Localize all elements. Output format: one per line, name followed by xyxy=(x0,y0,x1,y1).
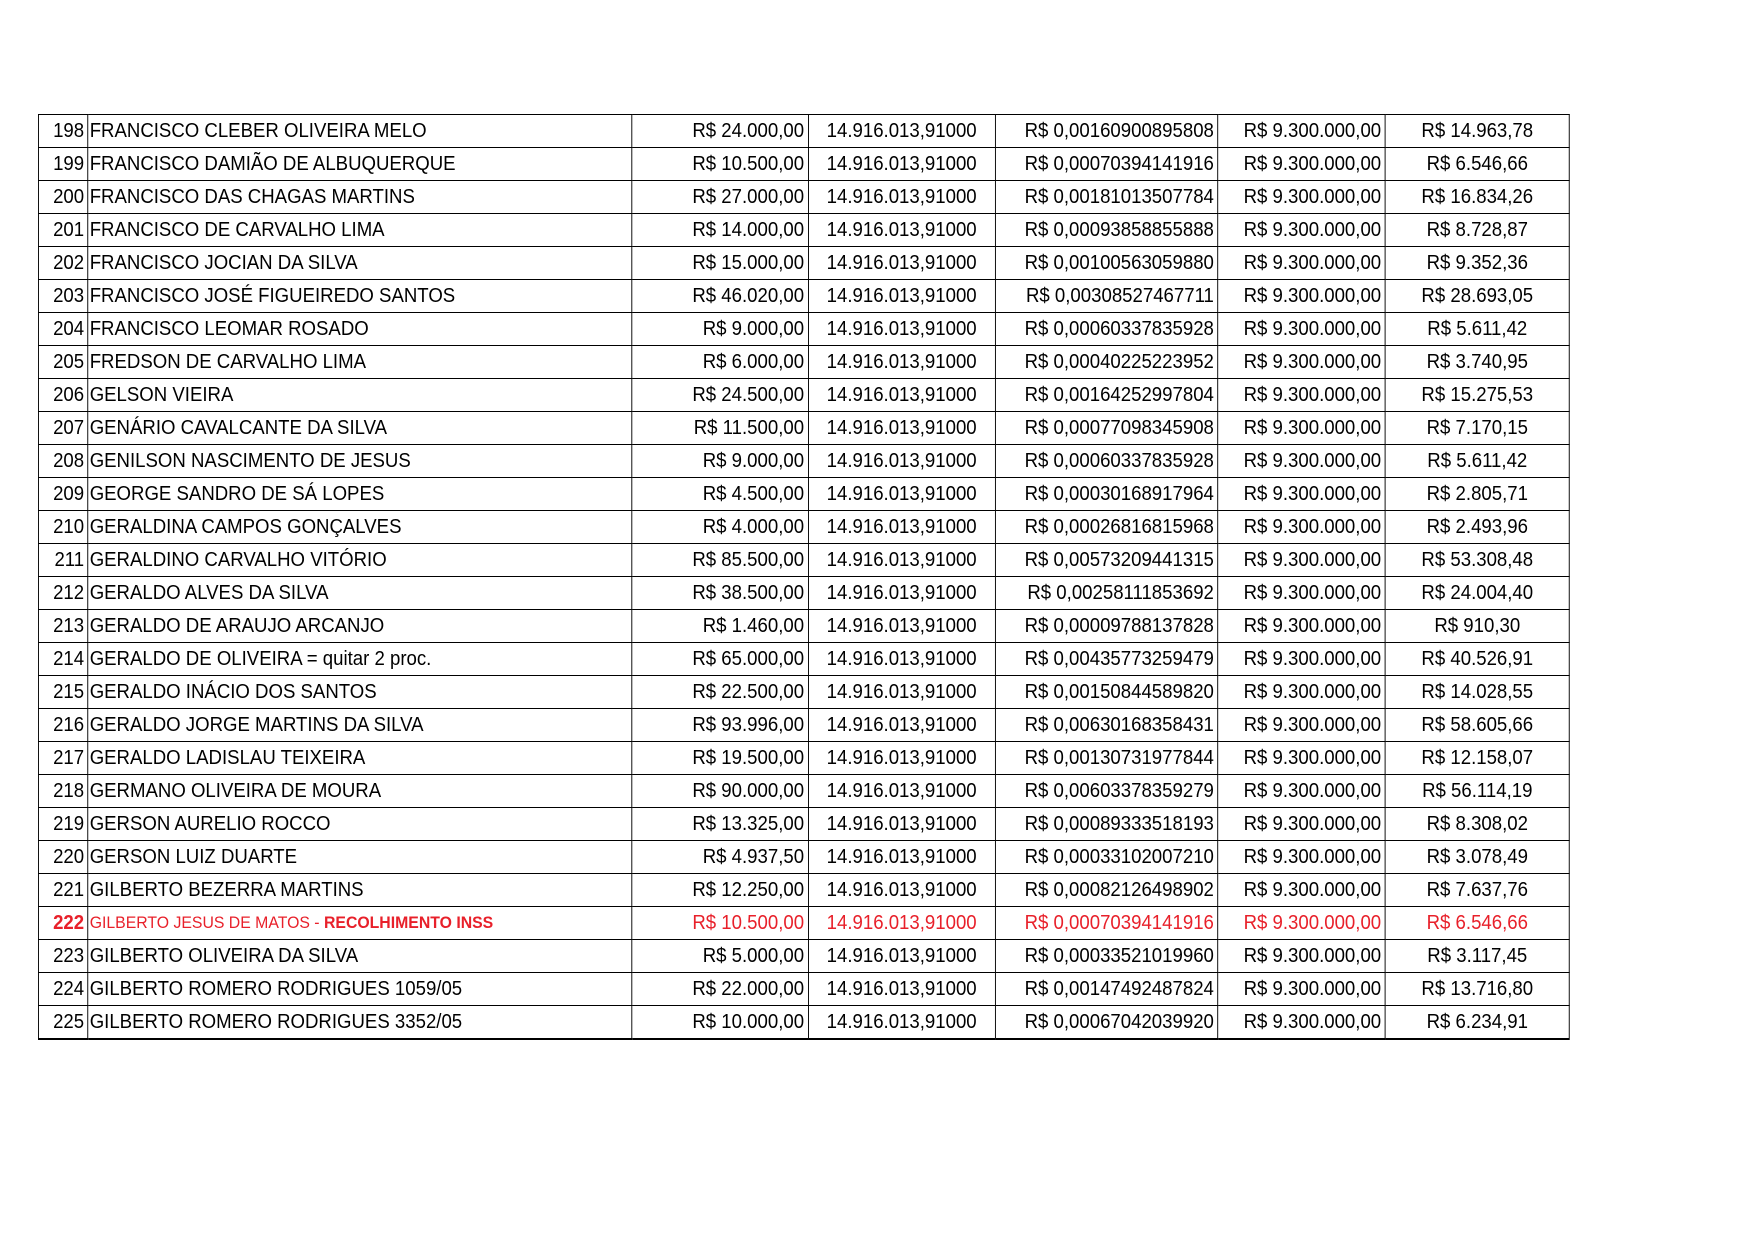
available-total: R$ 9.300.000,00 xyxy=(1218,214,1385,247)
row-number: 209 xyxy=(38,478,87,511)
share-amount: R$ 58.605,66 xyxy=(1385,709,1569,742)
row-number: 198 xyxy=(38,115,87,148)
credit-amount: R$ 22.000,00 xyxy=(632,973,808,1006)
credit-amount: R$ 9.000,00 xyxy=(632,445,808,478)
total-credit-divisor: 14.916.013,91000 xyxy=(808,742,995,775)
table-row xyxy=(38,181,1569,214)
credit-amount: R$ 1.460,00 xyxy=(632,610,808,643)
credit-amount: R$ 14.000,00 xyxy=(632,214,808,247)
credit-amount: R$ 24.500,00 xyxy=(632,379,808,412)
table-row xyxy=(38,940,1569,973)
row-number: 199 xyxy=(38,148,87,181)
creditor-name: FRANCISCO JOCIAN DA SILVA xyxy=(87,247,632,280)
available-total: R$ 9.300.000,00 xyxy=(1218,709,1385,742)
table-row xyxy=(38,907,1569,940)
row-number: 220 xyxy=(38,841,87,874)
available-total: R$ 9.300.000,00 xyxy=(1218,676,1385,709)
available-total: R$ 9.300.000,00 xyxy=(1218,610,1385,643)
table-row xyxy=(38,379,1569,412)
creditor-name: GILBERTO ROMERO RODRIGUES 3352/05 xyxy=(87,1006,632,1040)
proportional-coefficient: R$ 0,00077098345908 xyxy=(995,412,1218,445)
share-amount: R$ 6.234,91 xyxy=(1385,1006,1569,1040)
table-row xyxy=(38,973,1569,1006)
available-total: R$ 9.300.000,00 xyxy=(1218,478,1385,511)
total-credit-divisor: 14.916.013,91000 xyxy=(808,907,995,940)
row-number: 210 xyxy=(38,511,87,544)
proportional-coefficient: R$ 0,00009788137828 xyxy=(995,610,1218,643)
table-row xyxy=(38,412,1569,445)
row-number: 223 xyxy=(38,940,87,973)
credit-amount: R$ 22.500,00 xyxy=(632,676,808,709)
available-total: R$ 9.300.000,00 xyxy=(1218,379,1385,412)
table-row xyxy=(38,841,1569,874)
share-amount: R$ 56.114,19 xyxy=(1385,775,1569,808)
credit-amount: R$ 85.500,00 xyxy=(632,544,808,577)
total-credit-divisor: 14.916.013,91000 xyxy=(808,511,995,544)
row-number: 215 xyxy=(38,676,87,709)
table-row xyxy=(38,247,1569,280)
table-row xyxy=(38,511,1569,544)
proportional-coefficient: R$ 0,00573209441315 xyxy=(995,544,1218,577)
share-amount: R$ 5.611,42 xyxy=(1385,313,1569,346)
total-credit-divisor: 14.916.013,91000 xyxy=(808,379,995,412)
proportional-coefficient: R$ 0,00060337835928 xyxy=(995,445,1218,478)
table-row xyxy=(38,313,1569,346)
available-total: R$ 9.300.000,00 xyxy=(1218,511,1385,544)
creditor-name: FRANCISCO LEOMAR ROSADO xyxy=(87,313,632,346)
total-credit-divisor: 14.916.013,91000 xyxy=(808,544,995,577)
available-total: R$ 9.300.000,00 xyxy=(1218,577,1385,610)
proportional-coefficient: R$ 0,00030168917964 xyxy=(995,478,1218,511)
row-number: 203 xyxy=(38,280,87,313)
credit-amount: R$ 93.996,00 xyxy=(632,709,808,742)
share-amount: R$ 16.834,26 xyxy=(1385,181,1569,214)
total-credit-divisor: 14.916.013,91000 xyxy=(808,841,995,874)
proportional-coefficient: R$ 0,00150844589820 xyxy=(995,676,1218,709)
creditor-name xyxy=(87,907,632,940)
credit-amount: R$ 4.937,50 xyxy=(632,841,808,874)
share-amount: R$ 7.170,15 xyxy=(1385,412,1569,445)
row-number: 208 xyxy=(38,445,87,478)
row-number: 225 xyxy=(38,1006,87,1040)
total-credit-divisor: 14.916.013,91000 xyxy=(808,643,995,676)
credit-amount: R$ 10.500,00 xyxy=(632,907,808,940)
proportional-coefficient: R$ 0,00435773259479 xyxy=(995,643,1218,676)
row-number: 212 xyxy=(38,577,87,610)
available-total: R$ 9.300.000,00 xyxy=(1218,280,1385,313)
creditor-name: GERSON AURELIO ROCCO xyxy=(87,808,632,841)
available-total: R$ 9.300.000,00 xyxy=(1218,445,1385,478)
total-credit-divisor: 14.916.013,91000 xyxy=(808,973,995,1006)
proportional-coefficient: R$ 0,00308527467711 xyxy=(995,280,1218,313)
row-number: 205 xyxy=(38,346,87,379)
creditor-name: GENILSON NASCIMENTO DE JESUS xyxy=(87,445,632,478)
total-credit-divisor: 14.916.013,91000 xyxy=(808,1006,995,1040)
proportional-coefficient: R$ 0,00603378359279 xyxy=(995,775,1218,808)
creditor-name: FREDSON DE CARVALHO LIMA xyxy=(87,346,632,379)
available-total: R$ 9.300.000,00 xyxy=(1218,115,1385,148)
credit-amount: R$ 10.000,00 xyxy=(632,1006,808,1040)
proportional-coefficient: R$ 0,00130731977844 xyxy=(995,742,1218,775)
creditor-name: GERALDO DE OLIVEIRA = quitar 2 proc. xyxy=(87,643,632,676)
proportional-coefficient: R$ 0,00033521019960 xyxy=(995,940,1218,973)
total-credit-divisor: 14.916.013,91000 xyxy=(808,412,995,445)
share-amount: R$ 12.158,07 xyxy=(1385,742,1569,775)
creditor-name: GERALDINO CARVALHO VITÓRIO xyxy=(87,544,632,577)
share-amount: R$ 3.078,49 xyxy=(1385,841,1569,874)
available-total: R$ 9.300.000,00 xyxy=(1218,544,1385,577)
share-amount: R$ 2.805,71 xyxy=(1385,478,1569,511)
proportional-coefficient: R$ 0,00181013507784 xyxy=(995,181,1218,214)
available-total: R$ 9.300.000,00 xyxy=(1218,940,1385,973)
credit-amount: R$ 13.325,00 xyxy=(632,808,808,841)
creditor-name: FRANCISCO JOSÉ FIGUEIREDO SANTOS xyxy=(87,280,632,313)
table-row xyxy=(38,676,1569,709)
row-number: 224 xyxy=(38,973,87,1006)
credit-amount: R$ 6.000,00 xyxy=(632,346,808,379)
row-number: 217 xyxy=(38,742,87,775)
creditor-name: FRANCISCO DAS CHAGAS MARTINS xyxy=(87,181,632,214)
table-row xyxy=(38,742,1569,775)
available-total: R$ 9.300.000,00 xyxy=(1218,775,1385,808)
available-total: R$ 9.300.000,00 xyxy=(1218,841,1385,874)
credit-amount: R$ 4.500,00 xyxy=(632,478,808,511)
credit-amount: R$ 11.500,00 xyxy=(632,412,808,445)
available-total: R$ 9.300.000,00 xyxy=(1218,874,1385,907)
proportional-coefficient: R$ 0,00033102007210 xyxy=(995,841,1218,874)
credit-amount: R$ 65.000,00 xyxy=(632,643,808,676)
total-credit-divisor: 14.916.013,91000 xyxy=(808,577,995,610)
row-number: 214 xyxy=(38,643,87,676)
proportional-coefficient: R$ 0,00630168358431 xyxy=(995,709,1218,742)
table-row xyxy=(38,1006,1569,1040)
table-row xyxy=(38,610,1569,643)
creditor-note: RECOLHIMENTO INSS xyxy=(323,913,494,932)
row-number: 201 xyxy=(38,214,87,247)
table-row xyxy=(38,214,1569,247)
total-credit-divisor: 14.916.013,91000 xyxy=(808,775,995,808)
share-amount: R$ 53.308,48 xyxy=(1385,544,1569,577)
row-number: 218 xyxy=(38,775,87,808)
total-credit-divisor: 14.916.013,91000 xyxy=(808,874,995,907)
share-amount: R$ 8.728,87 xyxy=(1385,214,1569,247)
proportional-coefficient: R$ 0,00067042039920 xyxy=(995,1006,1218,1040)
total-credit-divisor: 14.916.013,91000 xyxy=(808,808,995,841)
creditor-name: GERALDO JORGE MARTINS DA SILVA xyxy=(87,709,632,742)
row-number: 207 xyxy=(38,412,87,445)
table-row xyxy=(38,643,1569,676)
credit-amount: R$ 46.020,00 xyxy=(632,280,808,313)
row-number: 200 xyxy=(38,181,87,214)
available-total: R$ 9.300.000,00 xyxy=(1218,907,1385,940)
row-number: 211 xyxy=(38,544,87,577)
credit-amount: R$ 27.000,00 xyxy=(632,181,808,214)
available-total: R$ 9.300.000,00 xyxy=(1218,742,1385,775)
available-total: R$ 9.300.000,00 xyxy=(1218,1006,1385,1040)
proportional-coefficient: R$ 0,00089333518193 xyxy=(995,808,1218,841)
table-row xyxy=(38,544,1569,577)
available-total: R$ 9.300.000,00 xyxy=(1218,346,1385,379)
total-credit-divisor: 14.916.013,91000 xyxy=(808,346,995,379)
total-credit-divisor: 14.916.013,91000 xyxy=(808,313,995,346)
credit-amount: R$ 4.000,00 xyxy=(632,511,808,544)
available-total: R$ 9.300.000,00 xyxy=(1218,181,1385,214)
total-credit-divisor: 14.916.013,91000 xyxy=(808,115,995,148)
total-credit-divisor: 14.916.013,91000 xyxy=(808,214,995,247)
credit-amount: R$ 38.500,00 xyxy=(632,577,808,610)
proportional-coefficient: R$ 0,00258111853692 xyxy=(995,577,1218,610)
credit-amount: R$ 5.000,00 xyxy=(632,940,808,973)
proportional-coefficient: R$ 0,00070394141916 xyxy=(995,907,1218,940)
creditor-name: GERALDO ALVES DA SILVA xyxy=(87,577,632,610)
available-total: R$ 9.300.000,00 xyxy=(1218,148,1385,181)
row-number: 213 xyxy=(38,610,87,643)
share-amount: R$ 7.637,76 xyxy=(1385,874,1569,907)
creditor-name: GERSON LUIZ DUARTE xyxy=(87,841,632,874)
total-credit-divisor: 14.916.013,91000 xyxy=(808,181,995,214)
credit-amount: R$ 19.500,00 xyxy=(632,742,808,775)
available-total: R$ 9.300.000,00 xyxy=(1218,808,1385,841)
share-amount: R$ 24.004,40 xyxy=(1385,577,1569,610)
total-credit-divisor: 14.916.013,91000 xyxy=(808,709,995,742)
table-row xyxy=(38,709,1569,742)
share-amount: R$ 8.308,02 xyxy=(1385,808,1569,841)
table-row xyxy=(38,445,1569,478)
row-number: 219 xyxy=(38,808,87,841)
creditor-table xyxy=(38,114,1570,1040)
proportional-coefficient: R$ 0,00060337835928 xyxy=(995,313,1218,346)
table-body xyxy=(38,115,1569,1040)
share-amount: R$ 14.963,78 xyxy=(1385,115,1569,148)
row-number: 221 xyxy=(38,874,87,907)
share-amount: R$ 5.611,42 xyxy=(1385,445,1569,478)
available-total: R$ 9.300.000,00 xyxy=(1218,313,1385,346)
credit-amount: R$ 15.000,00 xyxy=(632,247,808,280)
proportional-coefficient: R$ 0,00082126498902 xyxy=(995,874,1218,907)
share-amount: R$ 28.693,05 xyxy=(1385,280,1569,313)
creditor-name: GELSON VIEIRA xyxy=(87,379,632,412)
creditor-name: GEORGE SANDRO DE SÁ LOPES xyxy=(87,478,632,511)
table-row xyxy=(38,775,1569,808)
share-amount: R$ 3.740,95 xyxy=(1385,346,1569,379)
table-row xyxy=(38,808,1569,841)
share-amount: R$ 40.526,91 xyxy=(1385,643,1569,676)
table-row xyxy=(38,346,1569,379)
creditor-name: GILBERTO OLIVEIRA DA SILVA xyxy=(87,940,632,973)
creditor-name: GILBERTO BEZERRA MARTINS xyxy=(87,874,632,907)
table-row xyxy=(38,148,1569,181)
credit-amount: R$ 12.250,00 xyxy=(632,874,808,907)
share-amount: R$ 13.716,80 xyxy=(1385,973,1569,1006)
credit-amount: R$ 90.000,00 xyxy=(632,775,808,808)
total-credit-divisor: 14.916.013,91000 xyxy=(808,676,995,709)
table-row xyxy=(38,115,1569,148)
row-number: 206 xyxy=(38,379,87,412)
creditor-name: GERMANO OLIVEIRA DE MOURA xyxy=(87,775,632,808)
available-total: R$ 9.300.000,00 xyxy=(1218,973,1385,1006)
table-row xyxy=(38,577,1569,610)
creditor-name: GILBERTO ROMERO RODRIGUES 1059/05 xyxy=(87,973,632,1006)
table-row xyxy=(38,280,1569,313)
total-credit-divisor: 14.916.013,91000 xyxy=(808,940,995,973)
total-credit-divisor: 14.916.013,91000 xyxy=(808,445,995,478)
proportional-coefficient: R$ 0,00026816815968 xyxy=(995,511,1218,544)
creditor-name: FRANCISCO CLEBER OLIVEIRA MELO xyxy=(87,115,632,148)
credit-amount: R$ 10.500,00 xyxy=(632,148,808,181)
available-total: R$ 9.300.000,00 xyxy=(1218,412,1385,445)
total-credit-divisor: 14.916.013,91000 xyxy=(808,610,995,643)
creditor-name-text: GILBERTO JESUS DE MATOS - xyxy=(89,913,324,932)
share-amount: R$ 14.028,55 xyxy=(1385,676,1569,709)
share-amount: R$ 6.546,66 xyxy=(1385,907,1569,940)
share-amount: R$ 3.117,45 xyxy=(1385,940,1569,973)
proportional-coefficient: R$ 0,00147492487824 xyxy=(995,973,1218,1006)
row-number: 222 xyxy=(38,907,87,940)
available-total: R$ 9.300.000,00 xyxy=(1218,643,1385,676)
creditor-name: GERALDO DE ARAUJO ARCANJO xyxy=(87,610,632,643)
credit-amount: R$ 9.000,00 xyxy=(632,313,808,346)
creditor-name: FRANCISCO DE CARVALHO LIMA xyxy=(87,214,632,247)
creditor-name: GENÁRIO CAVALCANTE DA SILVA xyxy=(87,412,632,445)
share-amount: R$ 910,30 xyxy=(1385,610,1569,643)
creditor-name: GERALDINA CAMPOS GONÇALVES xyxy=(87,511,632,544)
share-amount: R$ 6.546,66 xyxy=(1385,148,1569,181)
row-number: 204 xyxy=(38,313,87,346)
creditor-name: GERALDO INÁCIO DOS SANTOS xyxy=(87,676,632,709)
share-amount: R$ 2.493,96 xyxy=(1385,511,1569,544)
row-number: 202 xyxy=(38,247,87,280)
proportional-coefficient: R$ 0,00100563059880 xyxy=(995,247,1218,280)
total-credit-divisor: 14.916.013,91000 xyxy=(808,478,995,511)
proportional-coefficient: R$ 0,00164252997804 xyxy=(995,379,1218,412)
table-row xyxy=(38,874,1569,907)
total-credit-divisor: 14.916.013,91000 xyxy=(808,247,995,280)
proportional-coefficient: R$ 0,00040225223952 xyxy=(995,346,1218,379)
creditor-name: GERALDO LADISLAU TEIXEIRA xyxy=(87,742,632,775)
share-amount: R$ 15.275,53 xyxy=(1385,379,1569,412)
table-row xyxy=(38,478,1569,511)
share-amount: R$ 9.352,36 xyxy=(1385,247,1569,280)
total-credit-divisor: 14.916.013,91000 xyxy=(808,280,995,313)
available-total: R$ 9.300.000,00 xyxy=(1218,247,1385,280)
proportional-coefficient: R$ 0,00160900895808 xyxy=(995,115,1218,148)
row-number: 216 xyxy=(38,709,87,742)
proportional-coefficient: R$ 0,00093858855888 xyxy=(995,214,1218,247)
proportional-coefficient: R$ 0,00070394141916 xyxy=(995,148,1218,181)
total-credit-divisor: 14.916.013,91000 xyxy=(808,148,995,181)
creditor-name: FRANCISCO DAMIÃO DE ALBUQUERQUE xyxy=(87,148,632,181)
credit-amount: R$ 24.000,00 xyxy=(632,115,808,148)
